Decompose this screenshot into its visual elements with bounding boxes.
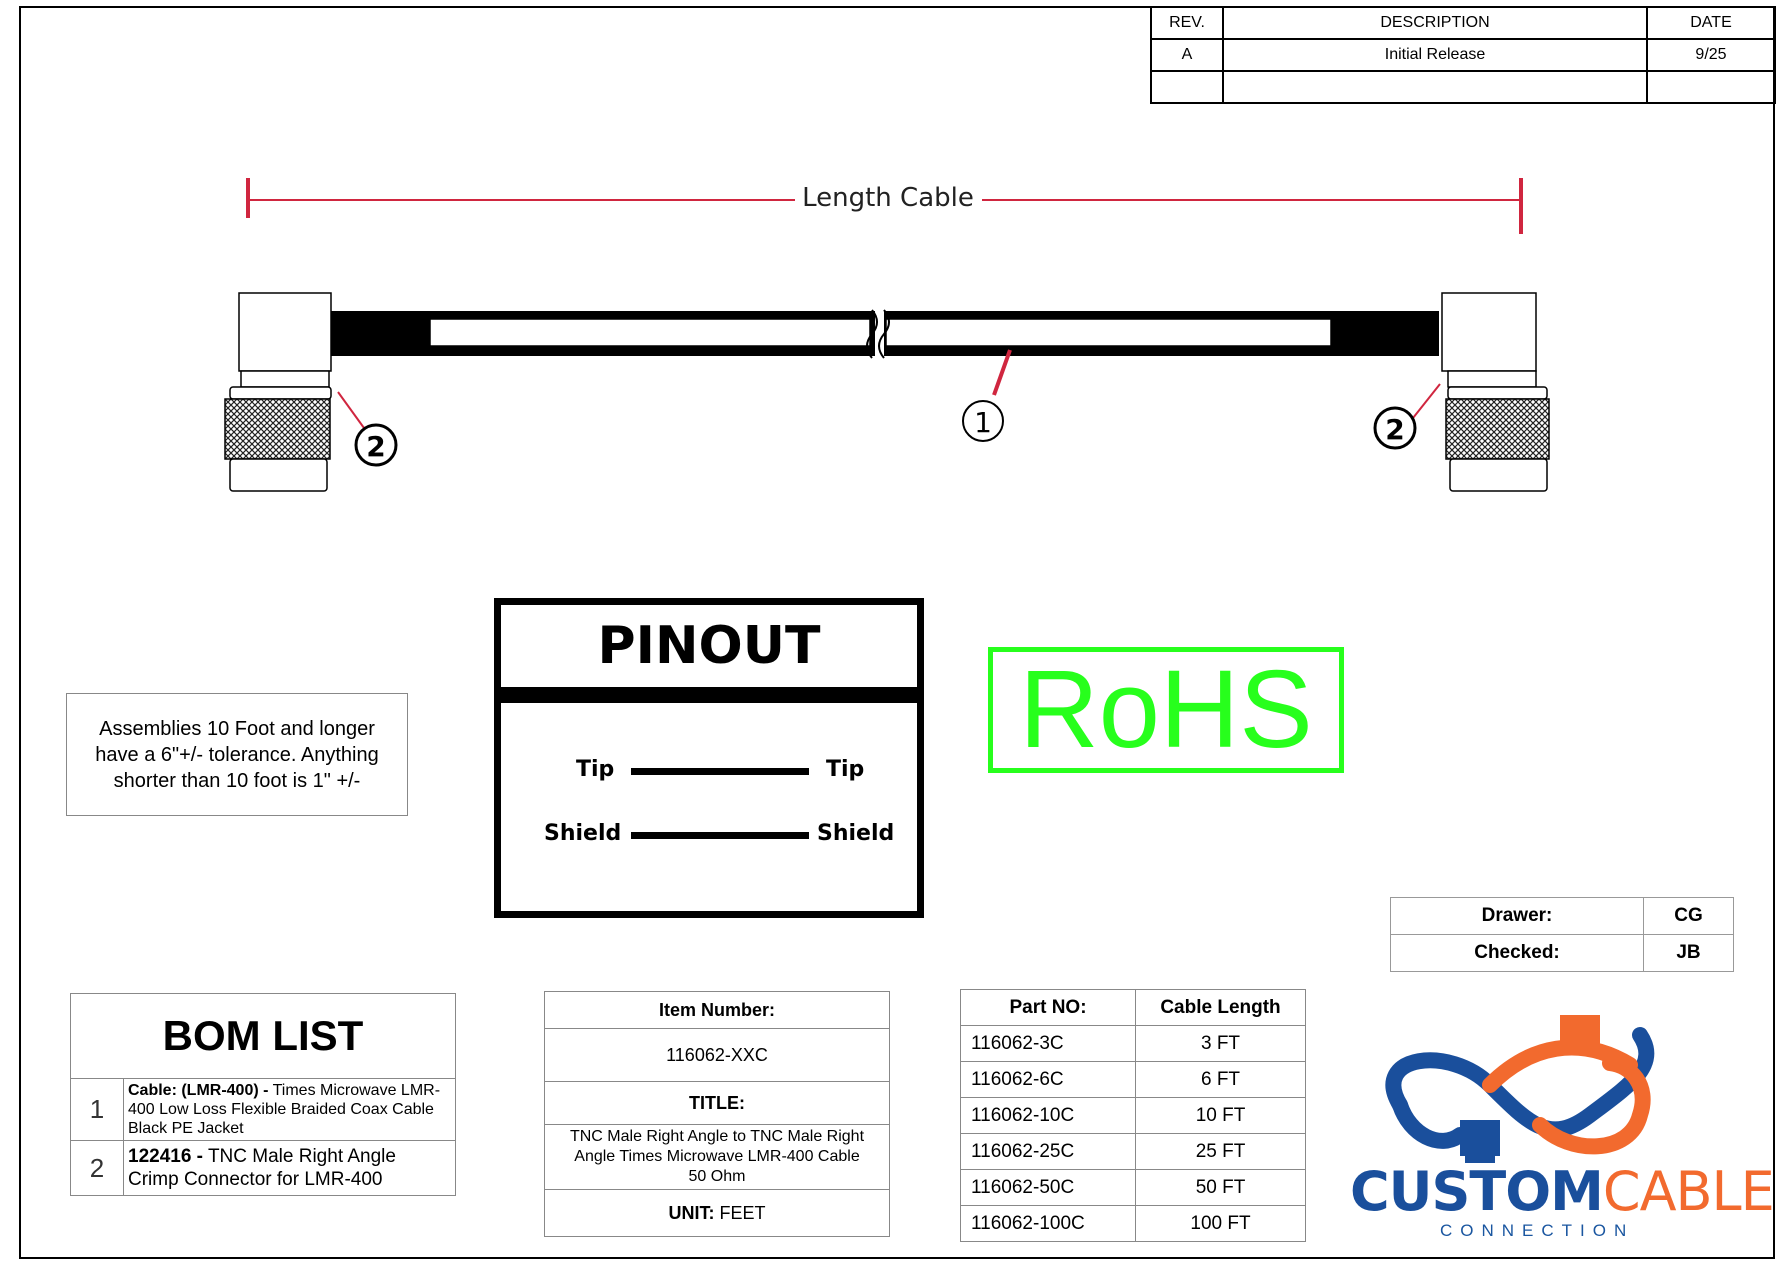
table-row (961, 1062, 1306, 1098)
right-connector (1442, 293, 1549, 491)
checked-label: Checked: (1391, 935, 1644, 972)
length-cable-label: Length Cable (802, 183, 974, 213)
cable-drawing (0, 0, 1778, 540)
date-cell: 9/25 (1647, 39, 1775, 71)
pin-tip-right: Tip (826, 757, 865, 782)
checked-value: JB (1643, 935, 1733, 972)
callout-number-1: 1 (974, 406, 992, 439)
cable-length-header: Cable Length (1136, 990, 1306, 1026)
table-row (961, 1206, 1306, 1242)
bom-item-text: Times Microwave LMR-400 Low Loss Flexible Braided Coax Cable Black PE Jacket (128, 1082, 441, 1137)
table-row (961, 1134, 1306, 1170)
logo-subtitle: CONNECTION (1440, 1221, 1635, 1240)
part-number: 116062-3C (961, 1026, 1136, 1062)
table-row (961, 1026, 1306, 1062)
bom-row (71, 1079, 456, 1141)
cable-length: 3 FT (1136, 1026, 1306, 1062)
cable-length: 6 FT (1136, 1062, 1306, 1098)
unit-value: FEET (714, 1202, 766, 1223)
pin-tip-left: Tip (576, 757, 615, 782)
unit-label: UNIT: (668, 1202, 715, 1223)
bom-item-number: 2 (71, 1141, 124, 1196)
part-number-table (960, 989, 1306, 1242)
pinout-box (494, 598, 924, 918)
callout-number-2-left: 2 (366, 430, 386, 463)
item-number-label: Item Number: (545, 992, 890, 1029)
description-cell: Initial Release (1223, 39, 1647, 71)
table-row (961, 1170, 1306, 1206)
bom-table (70, 993, 456, 1196)
bom-item-part: 122416 - (128, 1146, 204, 1167)
bom-item-part: Cable: (LMR-400) - (128, 1082, 269, 1099)
rev-cell: A (1151, 39, 1223, 71)
callout-leader-2-left (338, 392, 364, 428)
callout-leader-2-right (1413, 384, 1440, 418)
rev-header: REV. (1151, 7, 1223, 39)
left-connector (225, 293, 331, 491)
pin-shield-wire (631, 832, 809, 839)
callout-number-2-right: 2 (1385, 413, 1405, 446)
item-number-value: 116062-XXC (545, 1029, 890, 1082)
signoff-table (1390, 897, 1734, 972)
logo-wordmark (1350, 1160, 1774, 1223)
drawer-label: Drawer: (1391, 898, 1644, 935)
logo-word-cable: CABLE (1602, 1160, 1774, 1223)
bom-title: BOM LIST (71, 994, 456, 1079)
unit-row (545, 1190, 890, 1237)
part-number: 116062-6C (961, 1062, 1136, 1098)
bom-item-number: 1 (71, 1079, 124, 1141)
table-row (961, 1098, 1306, 1134)
cable-length: 100 FT (1136, 1206, 1306, 1242)
part-number: 116062-50C (961, 1170, 1136, 1206)
callout-leader-1 (994, 350, 1010, 395)
logo-word-custom: CUSTOM (1350, 1160, 1603, 1223)
pin-shield-left: Shield (544, 821, 622, 846)
part-number: 116062-100C (961, 1206, 1136, 1242)
cable-length: 25 FT (1136, 1134, 1306, 1170)
description-header: DESCRIPTION (1223, 7, 1647, 39)
pinout-title: PINOUT (501, 605, 917, 703)
part-number: 116062-25C (961, 1134, 1136, 1170)
date-header: DATE (1647, 7, 1775, 39)
cable-length: 50 FT (1136, 1170, 1306, 1206)
pin-shield-right: Shield (817, 821, 895, 846)
bom-item-description (124, 1141, 456, 1196)
title-value: TNC Male Right Angle to TNC Male Right Angle Times Microwave LMR-400 Cable 50 Ohm (545, 1125, 890, 1190)
bom-row (71, 1141, 456, 1196)
part-no-header: Part NO: (961, 990, 1136, 1026)
bom-item-text: TNC Male Right Angle Crimp Connector for LMR-400 (128, 1146, 396, 1190)
cable (330, 310, 1439, 358)
drawer-value: CG (1643, 898, 1733, 935)
tolerance-note: Assemblies 10 Foot and longer have a 6"+/- tolerance. Anything shorter than 10 foot is 1" +/- (66, 693, 408, 816)
cable-length: 10 FT (1136, 1098, 1306, 1134)
title-label: TITLE: (545, 1082, 890, 1125)
pin-tip-wire (631, 768, 809, 775)
bom-item-description (124, 1079, 456, 1141)
rohs-badge: RoHS (988, 647, 1344, 773)
part-number: 116062-10C (961, 1098, 1136, 1134)
item-table (544, 991, 890, 1237)
